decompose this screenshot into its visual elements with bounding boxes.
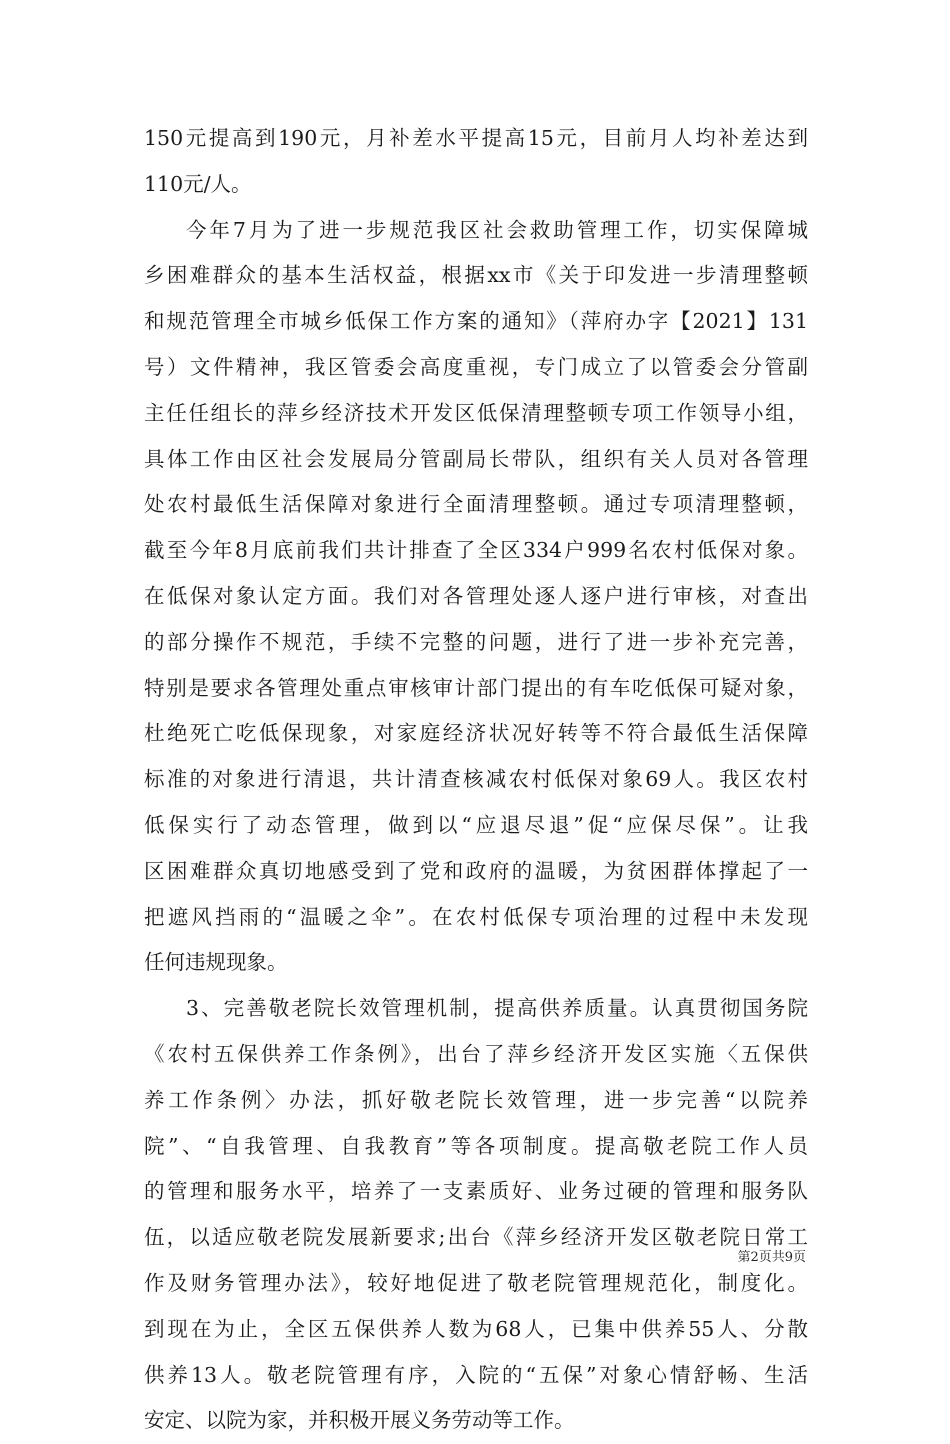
text-line: 今年7月为了进一步规范我区社会救助管理工作，切实保障城 bbox=[186, 217, 808, 242]
text-line: 任何违规现象。 bbox=[144, 950, 288, 975]
body-text bbox=[144, 116, 808, 1444]
text-line: 标准的对象进行清退，共计清查核减农村低保对象69人。我区农村 bbox=[144, 767, 808, 792]
text-line: 具体工作由区社会发展局分管副局长带队，组织有关人员对各管理 bbox=[144, 446, 808, 471]
text-line: 特别是要求各管理处重点审核审计部门提出的有车吃低保可疑对象， bbox=[144, 675, 808, 700]
text-line: 《农村五保供养工作条例》，出台了萍乡经济开发区实施〈五保供 bbox=[144, 1041, 808, 1066]
text-line: 养工作条例〉办法，抓好敬老院长效管理，进一步完善“以院养 bbox=[144, 1087, 808, 1112]
text-line: 伍，以适应敬老院发展新要求;出台《萍乡经济开发区敬老院日常工 bbox=[144, 1225, 808, 1250]
text-line: 乡困难群众的基本生活权益，根据xx市《关于印发进一步清理整顿 bbox=[144, 263, 808, 288]
text-line: 安定、以院为家，并积极开展义务劳动等工作。 bbox=[144, 1408, 575, 1433]
text-line: 把遮风挡雨的“温暖之伞”。在农村低保专项治理的过程中未发现 bbox=[144, 904, 808, 929]
text-line: 区困难群众真切地感受到了党和政府的温暖，为贫困群体撑起了一 bbox=[144, 858, 808, 883]
text-line: 院”、“自我管理、自我教育”等各项制度。提高敬老院工作人员 bbox=[144, 1133, 808, 1158]
text-line: 作及财务管理办法》，较好地促进了敬老院管理规范化，制度化。 bbox=[144, 1270, 808, 1295]
text-line: 截至今年8月底前我们共计排查了全区334户999名农村低保对象。 bbox=[144, 538, 808, 563]
text-line: 的部分操作不规范，手续不完整的问题，进行了进一步补充完善， bbox=[144, 629, 808, 654]
text-line: 的管理和服务水平，培养了一支素质好、业务过硬的管理和服务队 bbox=[144, 1179, 808, 1204]
text-line: 到现在为止，全区五保供养人数为68人，已集中供养55人、分散 bbox=[144, 1316, 808, 1341]
text-line: 供养13人。敬老院管理有序，入院的“五保”对象心情舒畅、生活 bbox=[144, 1362, 808, 1387]
text-line: 3、完善敬老院长效管理机制，提高供养质量。认真贯彻国务院 bbox=[186, 996, 808, 1021]
text-line: 低保实行了动态管理，做到以“应退尽退”促“应保尽保”。让我 bbox=[144, 812, 808, 837]
text-line: 150元提高到190元，月补差水平提高15元，目前月人均补差达到 bbox=[144, 126, 808, 150]
page-number: 第2页共9页 bbox=[737, 1250, 806, 1265]
text-line: 杜绝死亡吃低保现象，对家庭经济状况好转等不符合最低生活保障 bbox=[144, 721, 808, 746]
text-line: 主任任组长的萍乡经济技术开发区低保清理整顿专项工作领导小组， bbox=[144, 400, 808, 425]
text-line: 号）文件精神，我区管委会高度重视，专门成立了以管委会分管副 bbox=[144, 354, 808, 379]
text-line: 110元/人。 bbox=[144, 171, 252, 196]
text-line: 在低保对象认定方面。我们对各管理处逐人逐户进行审核，对查出 bbox=[144, 583, 808, 608]
text-line: 和规范管理全市城乡低保工作方案的通知》（萍府办字【2021】131 bbox=[144, 309, 808, 334]
text-line: 处农村最低生活保障对象进行全面清理整顿。通过专项清理整顿， bbox=[144, 492, 808, 517]
